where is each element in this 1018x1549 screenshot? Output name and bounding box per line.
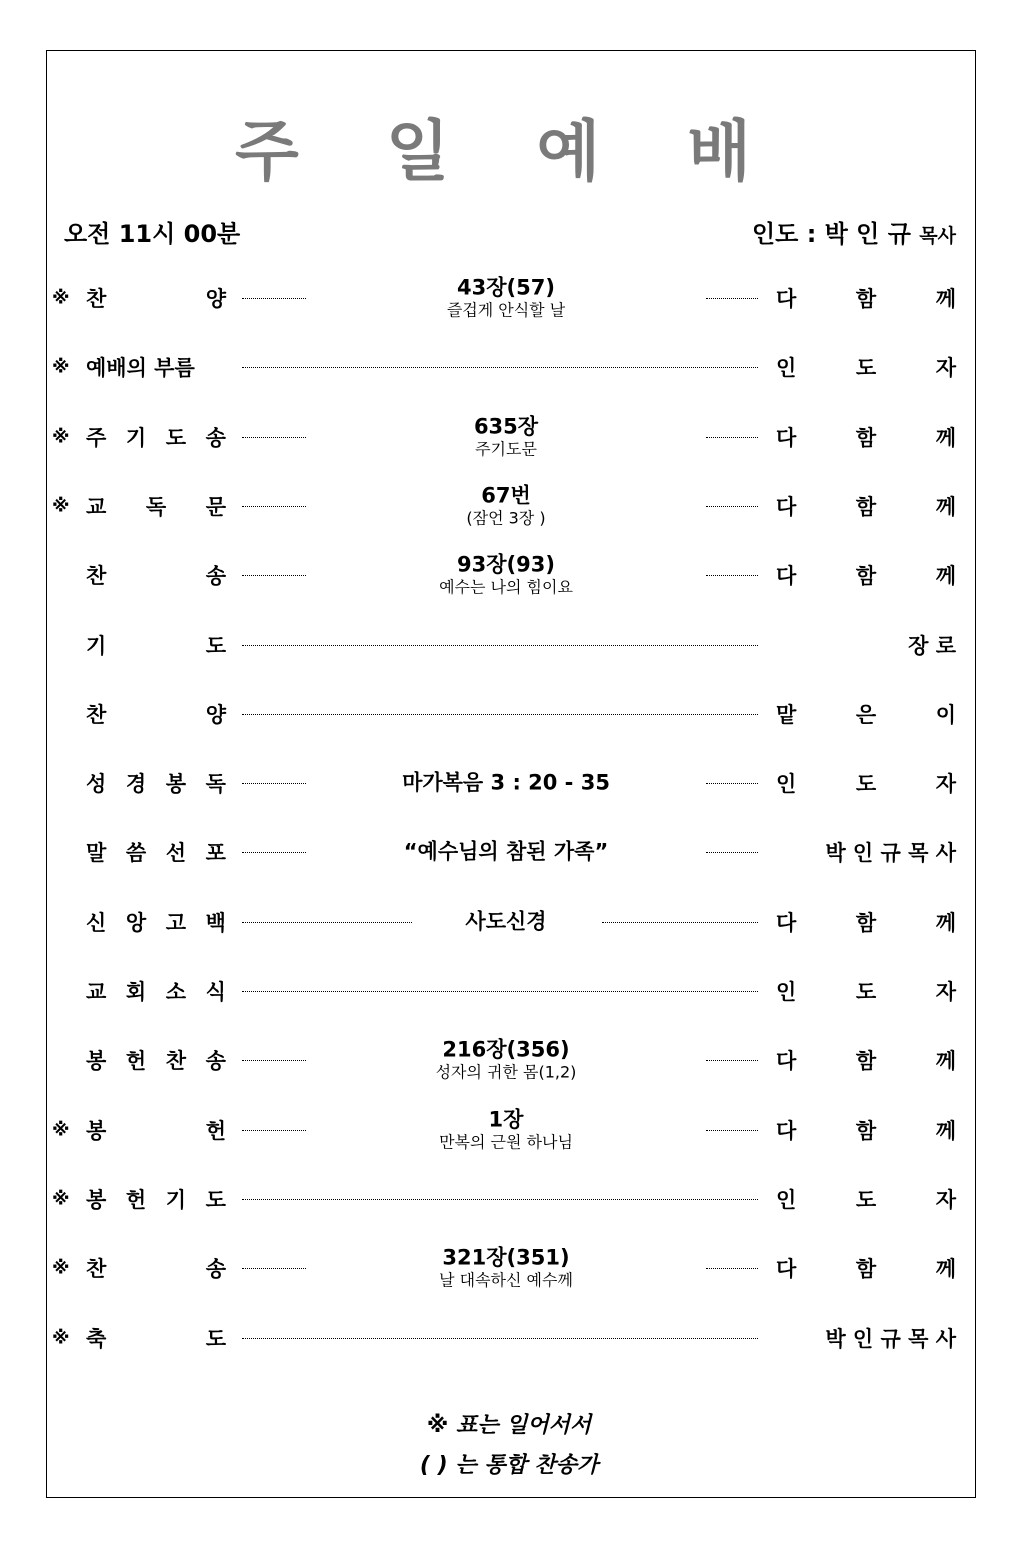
item-main-text: 1장: [488, 1107, 524, 1132]
item-sub-text: 날 대속하신 예수께: [439, 1270, 573, 1290]
performer-text: 함: [855, 1049, 877, 1074]
item-label-char: 기: [165, 1187, 187, 1212]
item-label-char: 양: [205, 287, 226, 311]
item-sub-text: 즐겁게 안식할 날: [446, 300, 566, 320]
item-label-char: 백: [205, 910, 226, 935]
item-label-char: 봉: [86, 1118, 107, 1143]
performer-text: 께: [935, 494, 956, 519]
performer-text: 함: [855, 910, 877, 935]
item-sub-text: (잠언 3장 ): [466, 508, 546, 528]
performer-text: 다: [776, 494, 797, 519]
standing-mark: ※: [52, 495, 70, 517]
performer-text: 께: [935, 1049, 956, 1074]
page-title: 주 일 예 배: [235, 113, 783, 190]
leader-dots: [242, 1199, 758, 1200]
item-label-char: 헌: [205, 1118, 226, 1143]
item-label-char: 포: [205, 841, 226, 866]
item-performer: [776, 1253, 956, 1283]
item-main-text: 마가복음 3 : 20 - 35: [402, 770, 610, 795]
leader-dots: [242, 645, 758, 646]
performer-text: 인: [776, 772, 797, 797]
performer-text: 장 로: [908, 633, 956, 658]
item-content: [310, 483, 702, 528]
item-sub-text: 주기도문: [475, 439, 537, 459]
performer-text: 함: [855, 1118, 877, 1143]
item-label-char: 소: [165, 980, 187, 1004]
item-label-char: 교: [86, 980, 107, 1004]
item-label-char: 예배의 부름: [86, 356, 195, 381]
performer-text: 맡: [776, 702, 797, 727]
performer-text: 께: [935, 910, 956, 935]
item-sub-text: 예수는 나의 힘이요: [439, 577, 573, 597]
performer-text: 함: [855, 564, 877, 589]
leader-dots: [242, 991, 758, 992]
leader-dots: [242, 783, 306, 784]
performer-text: 자: [935, 980, 956, 1004]
item-label-char: 독: [145, 494, 167, 519]
standing-mark: ※: [52, 356, 70, 378]
leader-dots: [706, 1130, 758, 1131]
item-performer: [776, 560, 956, 590]
item-label-char: 성: [86, 772, 107, 797]
leader-dots: [242, 298, 306, 299]
item-label-char: 말: [86, 841, 107, 866]
item-label-char: 헌: [125, 1049, 147, 1074]
performer-text: 함: [855, 287, 877, 311]
item-label-char: 앙: [125, 910, 147, 935]
item-label-char: 송: [205, 1257, 226, 1282]
leader-dots: [242, 506, 306, 507]
performer-text: 도: [855, 1187, 877, 1212]
performer-text: 인: [776, 356, 797, 381]
item-label-char: 송: [205, 425, 226, 450]
item-label: [86, 1253, 226, 1283]
performer-text: 도: [855, 980, 877, 1004]
order-item: [0, 822, 1018, 882]
item-label-char: 기: [86, 633, 107, 658]
item-label-char: 씀: [125, 841, 147, 866]
item-performer: [776, 630, 956, 660]
order-item: [0, 407, 1018, 467]
item-performer: [776, 1323, 956, 1353]
item-main-text: 635장: [473, 414, 539, 439]
item-label-char: 선: [165, 841, 187, 866]
performer-text: 께: [935, 1257, 956, 1282]
item-performer: [776, 283, 956, 313]
item-sub-text: 만복의 근원 하나님: [439, 1132, 573, 1152]
performer-text: 께: [935, 564, 956, 589]
item-main-text: “예수님의 참된 가족”: [403, 839, 609, 864]
item-label-char: 찬: [86, 1257, 107, 1282]
item-content: [310, 1107, 702, 1152]
item-label-char: 식: [205, 980, 226, 1004]
item-content: [310, 1038, 702, 1083]
item-label-char: 신: [86, 910, 107, 935]
performer-text: 다: [776, 287, 797, 311]
leader-title: 목사: [919, 225, 956, 247]
item-label: [86, 491, 226, 521]
order-item: [0, 1030, 1018, 1090]
order-item: [0, 1169, 1018, 1229]
item-sub-text: 성자의 귀한 몸(1,2): [435, 1062, 577, 1082]
item-performer: [776, 491, 956, 521]
item-label-char: 도: [165, 425, 187, 450]
leader-dots: [706, 506, 758, 507]
performer-text: 다: [776, 564, 797, 589]
leader-dots: [242, 714, 758, 715]
performer-text: 자: [935, 356, 956, 381]
item-label-char: 송: [205, 564, 226, 589]
item-content: [310, 553, 702, 598]
item-content: [310, 909, 702, 934]
performer-text: 께: [935, 287, 956, 311]
item-label-char: 고: [165, 910, 187, 935]
performer-text: 다: [776, 910, 797, 935]
item-label-char: 양: [205, 702, 226, 727]
item-main-text: 93장(93): [457, 552, 555, 577]
item-label: [86, 283, 226, 313]
performer-text: 자: [935, 772, 956, 797]
leader-dots: [706, 783, 758, 784]
order-item: [0, 615, 1018, 675]
item-label-char: 회: [125, 980, 147, 1004]
item-performer: [776, 976, 956, 1006]
item-label: [86, 352, 226, 382]
performer-text: 다: [776, 1118, 797, 1143]
leader-dots: [706, 298, 758, 299]
performer-text: 인: [776, 980, 797, 1004]
item-main-text: 67번: [481, 483, 531, 508]
leader-dots: [706, 437, 758, 438]
order-item: [0, 545, 1018, 605]
item-content: [310, 414, 702, 459]
item-content: [310, 276, 702, 321]
item-label: [86, 1115, 226, 1145]
performer-text: 은: [855, 702, 877, 727]
item-label-char: 도: [205, 1187, 226, 1212]
item-label: [86, 1045, 226, 1075]
leader-dots: [706, 1268, 758, 1269]
performer-text: 께: [935, 425, 956, 450]
item-content: [310, 840, 702, 865]
footer-note-hymnal: ( ) 는 통합 찬송가: [419, 1453, 599, 1478]
leader-dots: [242, 1338, 758, 1339]
performer-text: 인: [776, 1187, 797, 1212]
performer-text: 다: [776, 1049, 797, 1074]
leader-dots: [242, 1268, 306, 1269]
item-label: [86, 1323, 226, 1353]
item-label-char: 찬: [86, 287, 107, 311]
item-performer: [776, 1115, 956, 1145]
service-time: 오전 11시 00분: [64, 220, 241, 248]
item-label: [86, 976, 226, 1006]
order-item: [0, 961, 1018, 1021]
order-item: [0, 684, 1018, 744]
standing-mark: ※: [52, 426, 70, 448]
performer-text: 박 인 규 목 사: [825, 841, 956, 866]
item-label-char: 찬: [86, 702, 107, 727]
item-main-text: 216장(356): [442, 1037, 570, 1062]
item-label: [86, 560, 226, 590]
item-label: [86, 699, 226, 729]
item-performer: [776, 1045, 956, 1075]
performer-text: 함: [855, 494, 877, 519]
leader-dots: [242, 1060, 306, 1061]
item-performer: [776, 699, 956, 729]
order-item: [0, 1238, 1018, 1298]
leader-name: 인도 : 박 인 규: [751, 220, 911, 248]
performer-text: 다: [776, 425, 797, 450]
leader-dots: [242, 437, 306, 438]
order-item: [0, 753, 1018, 813]
item-label-char: 송: [205, 1049, 226, 1074]
performer-text: 께: [935, 1118, 956, 1143]
leader-dots: [242, 852, 306, 853]
performer-text: 자: [935, 1187, 956, 1212]
item-label: [86, 768, 226, 798]
item-label: [86, 630, 226, 660]
item-label-char: 도: [205, 1326, 226, 1351]
item-label-char: 도: [205, 633, 226, 658]
standing-mark: ※: [52, 1327, 70, 1348]
item-label-char: 기: [125, 425, 147, 450]
performer-text: 도: [855, 356, 877, 381]
item-label-char: 헌: [125, 1187, 147, 1212]
service-leader: [752, 214, 956, 249]
footer-note-standing: ※ 표는 일어서서: [426, 1413, 592, 1438]
leader-dots: [706, 575, 758, 576]
item-label-char: 경: [125, 772, 147, 797]
item-label-char: 독: [205, 772, 226, 797]
performer-text: 함: [855, 425, 877, 450]
performer-text: 함: [855, 1257, 877, 1282]
item-label-char: 봉: [86, 1187, 107, 1212]
item-main-text: 43장(57): [457, 275, 555, 300]
standing-mark: ※: [52, 1257, 70, 1279]
item-label: [86, 1184, 226, 1214]
item-performer: [776, 907, 956, 937]
item-content: [310, 1246, 702, 1291]
performer-text: 이: [935, 702, 956, 727]
item-performer: [776, 1184, 956, 1214]
item-content: [310, 771, 702, 796]
item-label-char: 찬: [165, 1049, 187, 1074]
item-performer: [776, 837, 956, 867]
item-label-char: 찬: [86, 564, 107, 589]
leader-dots: [242, 575, 306, 576]
item-performer: [776, 422, 956, 452]
leader-dots: [706, 852, 758, 853]
item-label-char: 축: [86, 1326, 107, 1351]
performer-text: 박 인 규 목 사: [825, 1326, 956, 1351]
order-item: [0, 268, 1018, 328]
order-item: [0, 1308, 1018, 1368]
order-item: [0, 337, 1018, 397]
item-label: [86, 422, 226, 452]
item-label: [86, 907, 226, 937]
standing-mark: ※: [52, 1188, 70, 1210]
order-item: [0, 892, 1018, 952]
leader-dots: [242, 1130, 306, 1131]
item-label-char: 교: [86, 494, 107, 519]
performer-text: 다: [776, 1257, 797, 1282]
item-main-text: 사도신경: [465, 909, 547, 934]
item-label-char: 봉: [86, 1049, 107, 1074]
item-label-char: 문: [205, 494, 226, 519]
item-performer: [776, 352, 956, 382]
standing-mark: ※: [52, 1119, 70, 1141]
item-label: [86, 837, 226, 867]
item-main-text: 321장(351): [442, 1245, 570, 1270]
leader-dots: [706, 1060, 758, 1061]
order-item: [0, 1100, 1018, 1160]
performer-text: 도: [855, 772, 877, 797]
standing-mark: ※: [52, 287, 70, 309]
item-performer: [776, 768, 956, 798]
leader-dots: [242, 367, 758, 368]
order-item: [0, 476, 1018, 536]
item-label-char: 봉: [165, 772, 187, 797]
item-label-char: 주: [86, 425, 107, 450]
